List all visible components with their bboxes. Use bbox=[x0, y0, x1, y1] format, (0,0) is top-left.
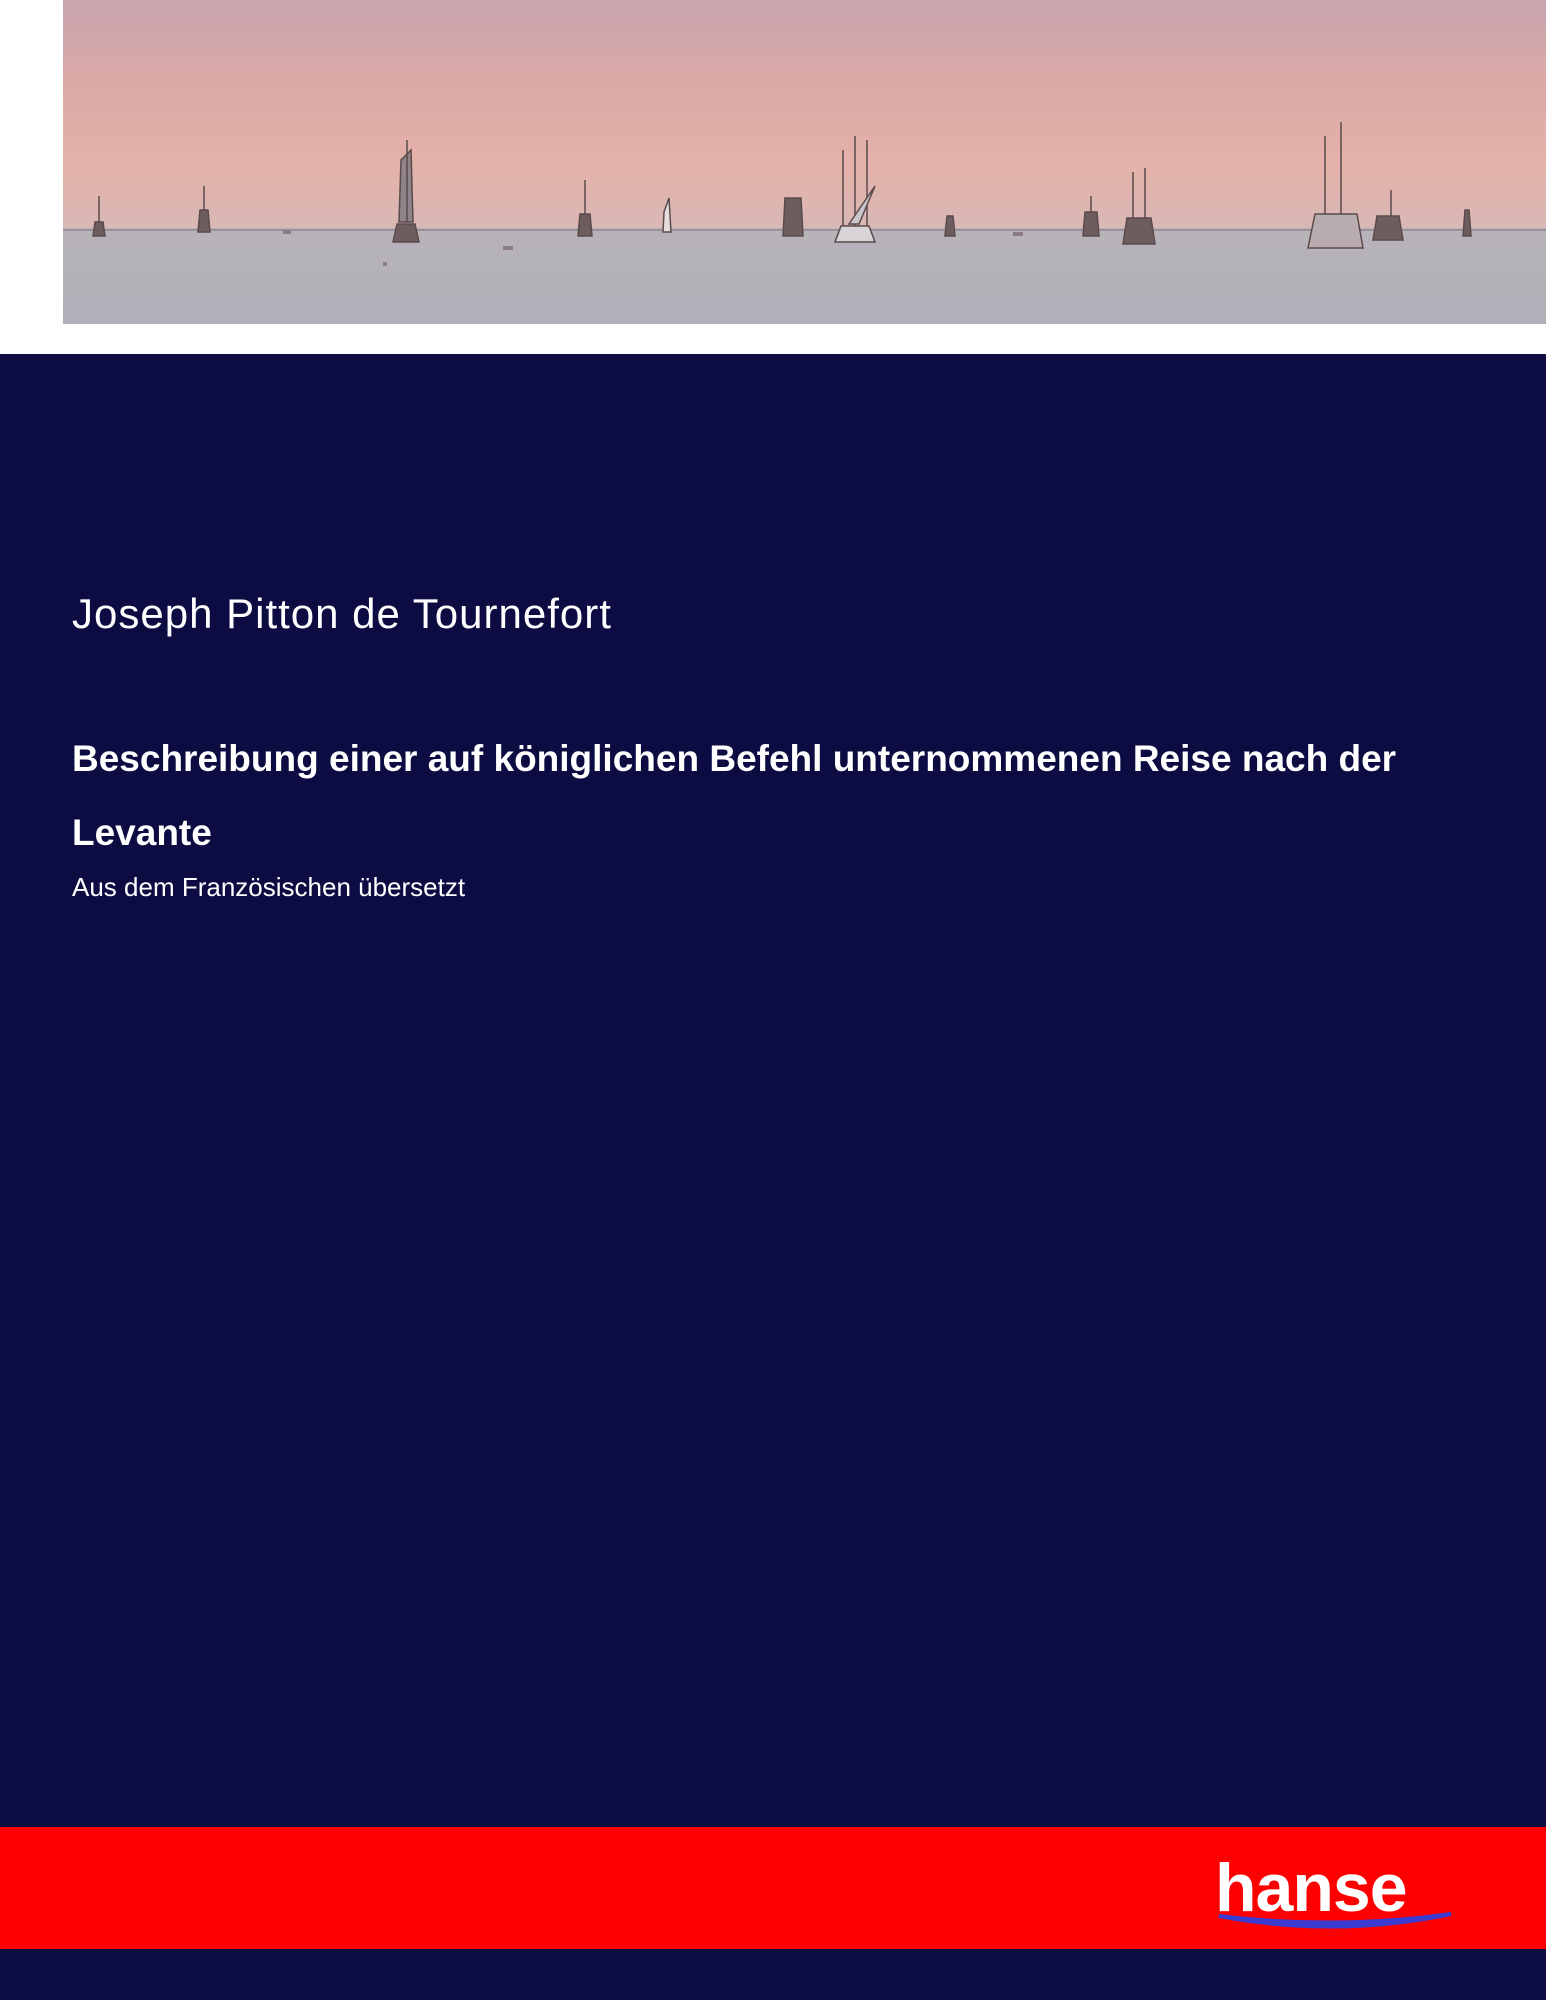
logo-swoosh-icon bbox=[1215, 1908, 1455, 1934]
bottom-navy-strip bbox=[0, 1949, 1546, 2000]
cover-photo-tall-ships bbox=[63, 0, 1546, 324]
book-author: Joseph Pitton de Tournefort bbox=[72, 590, 612, 637]
book-title: Beschreibung einer auf königlichen Befehl unternommenen Reise nach der Levante bbox=[72, 738, 1397, 853]
top-white-band bbox=[0, 0, 1546, 354]
cover-navy-panel bbox=[0, 354, 1546, 1827]
sailing-ships-image bbox=[63, 0, 1546, 324]
hanse-logo bbox=[1215, 1848, 1455, 1936]
hanse-logo-wordmark: hanse bbox=[1215, 1850, 1407, 1926]
book-subtitle: Aus dem Französischen übersetzt bbox=[72, 872, 466, 902]
